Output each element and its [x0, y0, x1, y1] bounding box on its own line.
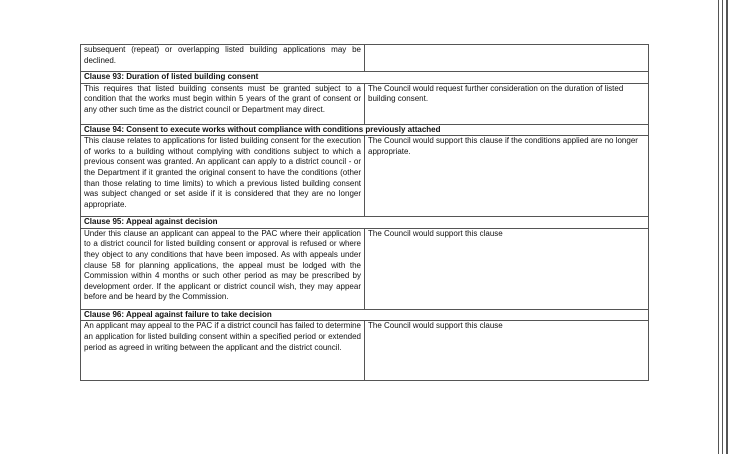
- clause-93-row: [81, 83, 649, 124]
- clause-93-response: The Council would request further consideration on the duration of listed building consent.: [365, 83, 649, 124]
- clause-94-heading: Clause 94: Consent to execute works without compliance with conditions previously attached: [81, 124, 649, 136]
- clause-table: [80, 44, 649, 381]
- clause-93-description: This requires that listed building consents must be granted subject to a condition that the works must begin within 5 years of the grant of consent or any other such time as the district council or Department may direct.: [81, 83, 365, 124]
- clause-93-heading-row: [81, 72, 649, 84]
- clause-95-response: The Council would support this clause: [365, 228, 649, 309]
- table-row-intro: [81, 45, 649, 72]
- clause-96-heading: Clause 96: Appeal against failure to take decision: [81, 309, 649, 321]
- clause-95-description: Under this clause an applicant can appeal to the PAC where their application to a district council for listed building consent or approval is refused or where they object to any conditions that have been imposed. As with appeals under clause 58 for planning applications, the appeal must be lodged with the Commission within 4 months or such other period as may be prescribed by development order. If the applicant or district council wish, they may appear before and be heard by the Commission.: [81, 228, 365, 309]
- clause-93-heading: Clause 93: Duration of listed building consent: [81, 72, 649, 84]
- clause-95-heading: Clause 95: Appeal against decision: [81, 217, 649, 229]
- intro-description-cell: [81, 45, 365, 72]
- clause-94-row: [81, 136, 649, 217]
- clause-94-description: This clause relates to applications for listed building consent for the execution of works to a building without complying with conditions subject to which a previous consent was granted. An applicant can apply to a district council - or the Department if it granted the original consent to have the conditions (other than those relating to time limits) to which a previous listed building consent was subject changed or set aside if it is considered that they are no longer appropriate.: [81, 136, 365, 217]
- clause-96-heading-row: [81, 309, 649, 321]
- page-edge-line: [726, 0, 728, 454]
- intro-response-cell: [365, 45, 649, 72]
- clause-94-response: The Council would support this clause if the conditions applied are no longer appropriate.: [365, 136, 649, 217]
- clause-94-heading-row: [81, 124, 649, 136]
- clause-96-response: The Council would support this clause: [365, 321, 649, 381]
- clause-96-row: [81, 321, 649, 381]
- clause-95-row: [81, 228, 649, 309]
- intro-description: subsequent (repeat) or overlapping listed building applications may be declined.: [84, 45, 361, 65]
- page-edge-line: [718, 0, 719, 454]
- page-edge-line: [722, 0, 723, 454]
- clause-96-description: An applicant may appeal to the PAC if a district council has failed to determine an application for listed building consent within a specified period or extended period as agreed in writing between the applicant and the district council.: [81, 321, 365, 381]
- clause-95-heading-row: [81, 217, 649, 229]
